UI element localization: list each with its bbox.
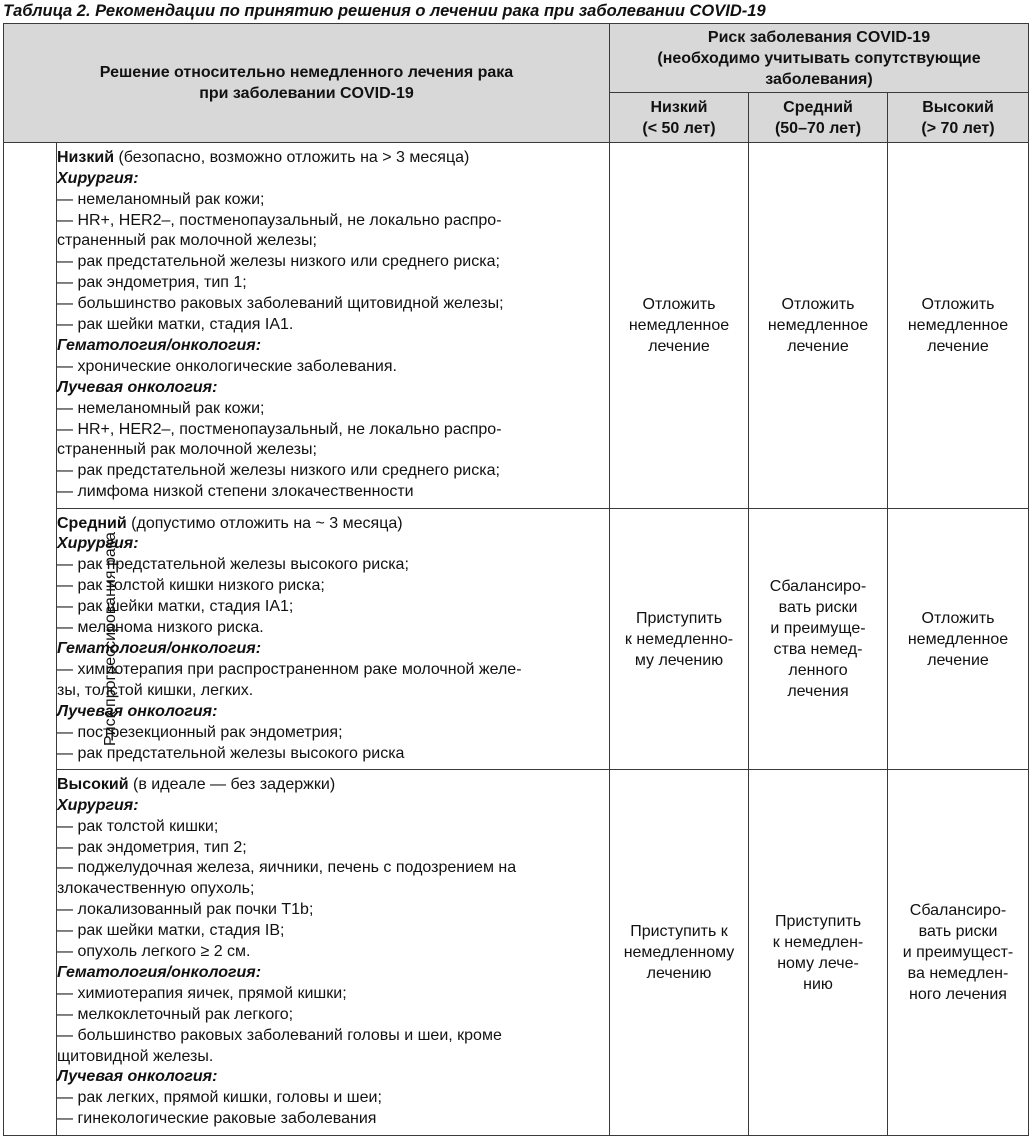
cancer-list-item: — меланома низкого риска. xyxy=(57,619,264,637)
recommendation-text-line: лечения xyxy=(787,683,849,700)
cancer-list-item: — HR+, HER2–, постменопаузальный, не локально распро- xyxy=(57,420,502,438)
risk-level-cell xyxy=(57,770,610,1136)
specialty-heading: Хирургия: xyxy=(57,169,139,187)
specialty-heading: Хирургия: xyxy=(57,796,139,814)
recommendation-text-line: лечению xyxy=(646,965,712,982)
specialty-heading: Гематология/онкология: xyxy=(57,963,262,981)
recommendation-text-line: немедленное xyxy=(907,317,1009,334)
recommendation-text-line: Приступить xyxy=(635,609,723,627)
recommendation-text-line: ства немед- xyxy=(773,641,863,658)
cancer-list-item: — немеланомный рак кожи; xyxy=(57,399,265,417)
covid-risk-header-line: Риск заболевания COVID-19 xyxy=(707,28,931,46)
recommendation-text-line: му лечению xyxy=(634,651,724,669)
recommendation-cell xyxy=(888,143,1029,509)
risk-level-note: (безопасно, возможно отложить на > 3 месяца) xyxy=(114,148,470,166)
cancer-list-item: — рак шейки матки, стадия IA1. xyxy=(57,316,294,334)
recommendation-text-line: Отложить xyxy=(642,296,716,313)
age-group-name: Высокий xyxy=(922,98,994,116)
table-row xyxy=(4,770,1029,1136)
specialty-heading: Лучевая онкология: xyxy=(57,702,218,720)
recommendation-table xyxy=(3,23,1029,1136)
age-group-range: (50–70 лет) xyxy=(774,119,862,137)
cancer-list-item: — химиотерапия при распространенном раке молочной желе- xyxy=(57,660,522,678)
recommendation-text-line: ному лече- xyxy=(777,954,859,972)
risk-level-name: Низкий xyxy=(57,148,115,166)
recommendation-text-line: ного лечения xyxy=(909,986,1007,1003)
specialty-heading: Лучевая онкология: xyxy=(57,378,218,396)
cancer-list-item: — мелкоклеточный рак легкого; xyxy=(57,1005,294,1023)
cancer-list-item: — немеланомный рак кожи; xyxy=(57,190,265,208)
cancer-list-item: страненный рак молочной железы; xyxy=(57,441,317,459)
cancer-list-item: — HR+, HER2–, постменопаузальный, не локально распро- xyxy=(57,211,502,229)
table-caption: Таблица 2. Рекомендации по принятию решения о лечении рака при заболевании COVID-19 xyxy=(3,2,766,20)
risk-level-note: (допустимо отложить на ~ 3 месяца) xyxy=(126,514,403,532)
risk-level-cell xyxy=(57,509,610,770)
cancer-list-item: — лимфома низкой степени злокачественности xyxy=(57,483,414,501)
recommendation-cell xyxy=(610,143,749,509)
table-row xyxy=(4,143,1029,509)
cancer-list-item: — рак легких, прямой кишки, головы и шеи; xyxy=(57,1089,382,1107)
age-group-header-high xyxy=(888,93,1029,143)
cancer-list-item: зы, толстой кишки, легких. xyxy=(57,681,254,699)
risk-level-name: Высокий xyxy=(57,775,129,793)
recommendation-text-line: нию xyxy=(803,975,833,993)
recommendation-text-line: Сбалансиро- xyxy=(769,578,867,595)
cancer-list-item: — рак шейки матки, стадия IA1; xyxy=(57,598,294,616)
cancer-list-item: — рак предстательной железы низкого или среднего риска; xyxy=(57,462,500,480)
recommendation-text-line: лечение xyxy=(648,338,710,355)
recommendation-text-line: немедленное xyxy=(628,317,730,334)
risk-level-cell xyxy=(57,143,610,509)
recommendation-text-line: ва немедлен- xyxy=(907,965,1009,982)
recommendation-text-line: Отложить xyxy=(921,609,995,627)
age-group-name: Средний xyxy=(783,98,853,116)
cancer-list-item: — рак толстой кишки низкого риска; xyxy=(57,577,325,595)
cancer-list-item: — рак предстательной железы низкого или среднего риска; xyxy=(57,253,500,271)
side-label-text: Риск прогрессирования рака xyxy=(102,531,120,747)
cancer-list-item: — гинекологические раковые заболевания xyxy=(57,1110,377,1128)
recommendation-text-line: к немедлен- xyxy=(772,933,864,951)
cancer-list-item: — опухоль легкого ≥ 2 см. xyxy=(57,943,251,961)
recommendation-text-line: немедленному xyxy=(623,944,735,961)
recommendation-text-line: ленного xyxy=(788,662,848,679)
cancer-list-item: — рак эндометрия, тип 1; xyxy=(57,274,247,292)
recommendation-cell xyxy=(888,509,1029,770)
recommendation-text-line: к немедленно- xyxy=(624,630,734,648)
recommendation-cell xyxy=(749,770,888,1136)
specialty-heading: Хирургия: xyxy=(57,535,139,553)
recommendation-text-line: вать риски xyxy=(918,923,998,940)
recommendation-text-line: вать риски xyxy=(778,599,858,616)
age-group-header-low xyxy=(610,93,749,143)
decision-header-line: при заболевании COVID-19 xyxy=(199,85,414,102)
recommendation-cell xyxy=(749,143,888,509)
recommendation-text-line: лечение xyxy=(787,338,849,355)
recommendation-text-line: и преимуще- xyxy=(770,620,866,637)
cancer-list-item: — поджелудочная железа, яичники, печень с подозрением на xyxy=(57,859,517,877)
table-row xyxy=(4,509,1029,770)
cancer-list-item: — химиотерапия яичек, прямой кишки; xyxy=(57,984,347,1002)
cancer-list-item: — рак толстой кишки; xyxy=(57,817,219,835)
cancer-list-item: — рак эндометрия, тип 2; xyxy=(57,838,247,856)
cancer-list-item: — рак предстательной железы высокого риска xyxy=(57,744,405,762)
recommendation-text-line: немедленное xyxy=(767,317,869,334)
recommendation-text-line: Приступить xyxy=(774,912,862,930)
recommendation-text-line: Сбалансиро- xyxy=(909,902,1007,919)
cancer-list-item: щитовидной железы. xyxy=(57,1047,214,1065)
age-group-name: Низкий xyxy=(650,98,708,116)
cancer-list-item: — большинство раковых заболеваний головы и шеи, кроме xyxy=(57,1026,502,1044)
recommendation-text-line: Отложить xyxy=(921,296,995,313)
risk-level-title xyxy=(57,775,609,796)
recommendation-cell xyxy=(610,770,749,1136)
recommendation-text-line: и преимущест- xyxy=(902,944,1014,961)
specialty-heading: Лучевая онкология: xyxy=(57,1068,218,1086)
cancer-list-item: — хронические онкологические заболевания. xyxy=(57,357,397,375)
recommendation-text-line: лечение xyxy=(927,651,989,669)
cancer-list-item: страненный рак молочной железы; xyxy=(57,232,317,250)
cancer-list-item: злокачественную опухоль; xyxy=(57,880,255,898)
specialty-heading: Гематология/онкология: xyxy=(57,640,262,657)
risk-level-name: Средний xyxy=(57,514,127,532)
cancer-list-item: — локализованный рак почки T1b; xyxy=(57,901,314,919)
recommendation-cell xyxy=(749,509,888,770)
recommendation-text-line: Отложить xyxy=(781,296,855,313)
covid-risk-header xyxy=(610,24,1029,93)
cancer-list-item: — большинство раковых заболеваний щитовидной железы; xyxy=(57,295,504,313)
covid-risk-header-line: заболевания) xyxy=(765,70,873,88)
recommendation-text-line: немедленное xyxy=(907,630,1009,648)
age-group-range: (< 50 лет) xyxy=(642,119,716,137)
risk-level-title xyxy=(57,514,609,535)
cancer-list-item: — рак предстательной железы высокого риска; xyxy=(57,556,409,574)
specialty-heading: Гематология/онкология: xyxy=(57,336,262,354)
decision-header-line: Решение относительно немедленного лечения рака xyxy=(99,64,514,81)
recommendation-text-line: лечение xyxy=(927,338,989,355)
recommendation-cell xyxy=(888,770,1029,1136)
recommendation-text-line: Приступить к xyxy=(630,923,728,940)
cancer-list-item: — рак шейки матки, стадия IB; xyxy=(57,922,285,940)
age-group-range: (> 70 лет) xyxy=(921,119,995,137)
cancer-list-item: — пострезекционный рак эндометрия; xyxy=(57,723,343,741)
decision-header xyxy=(4,24,610,143)
covid-risk-header-line: (необходимо учитывать сопутствующие xyxy=(657,49,981,67)
risk-level-note: (в идеале — без задержки) xyxy=(128,775,336,793)
recommendation-cell xyxy=(610,509,749,770)
risk-level-title xyxy=(57,148,609,169)
age-group-header-medium xyxy=(749,93,888,143)
